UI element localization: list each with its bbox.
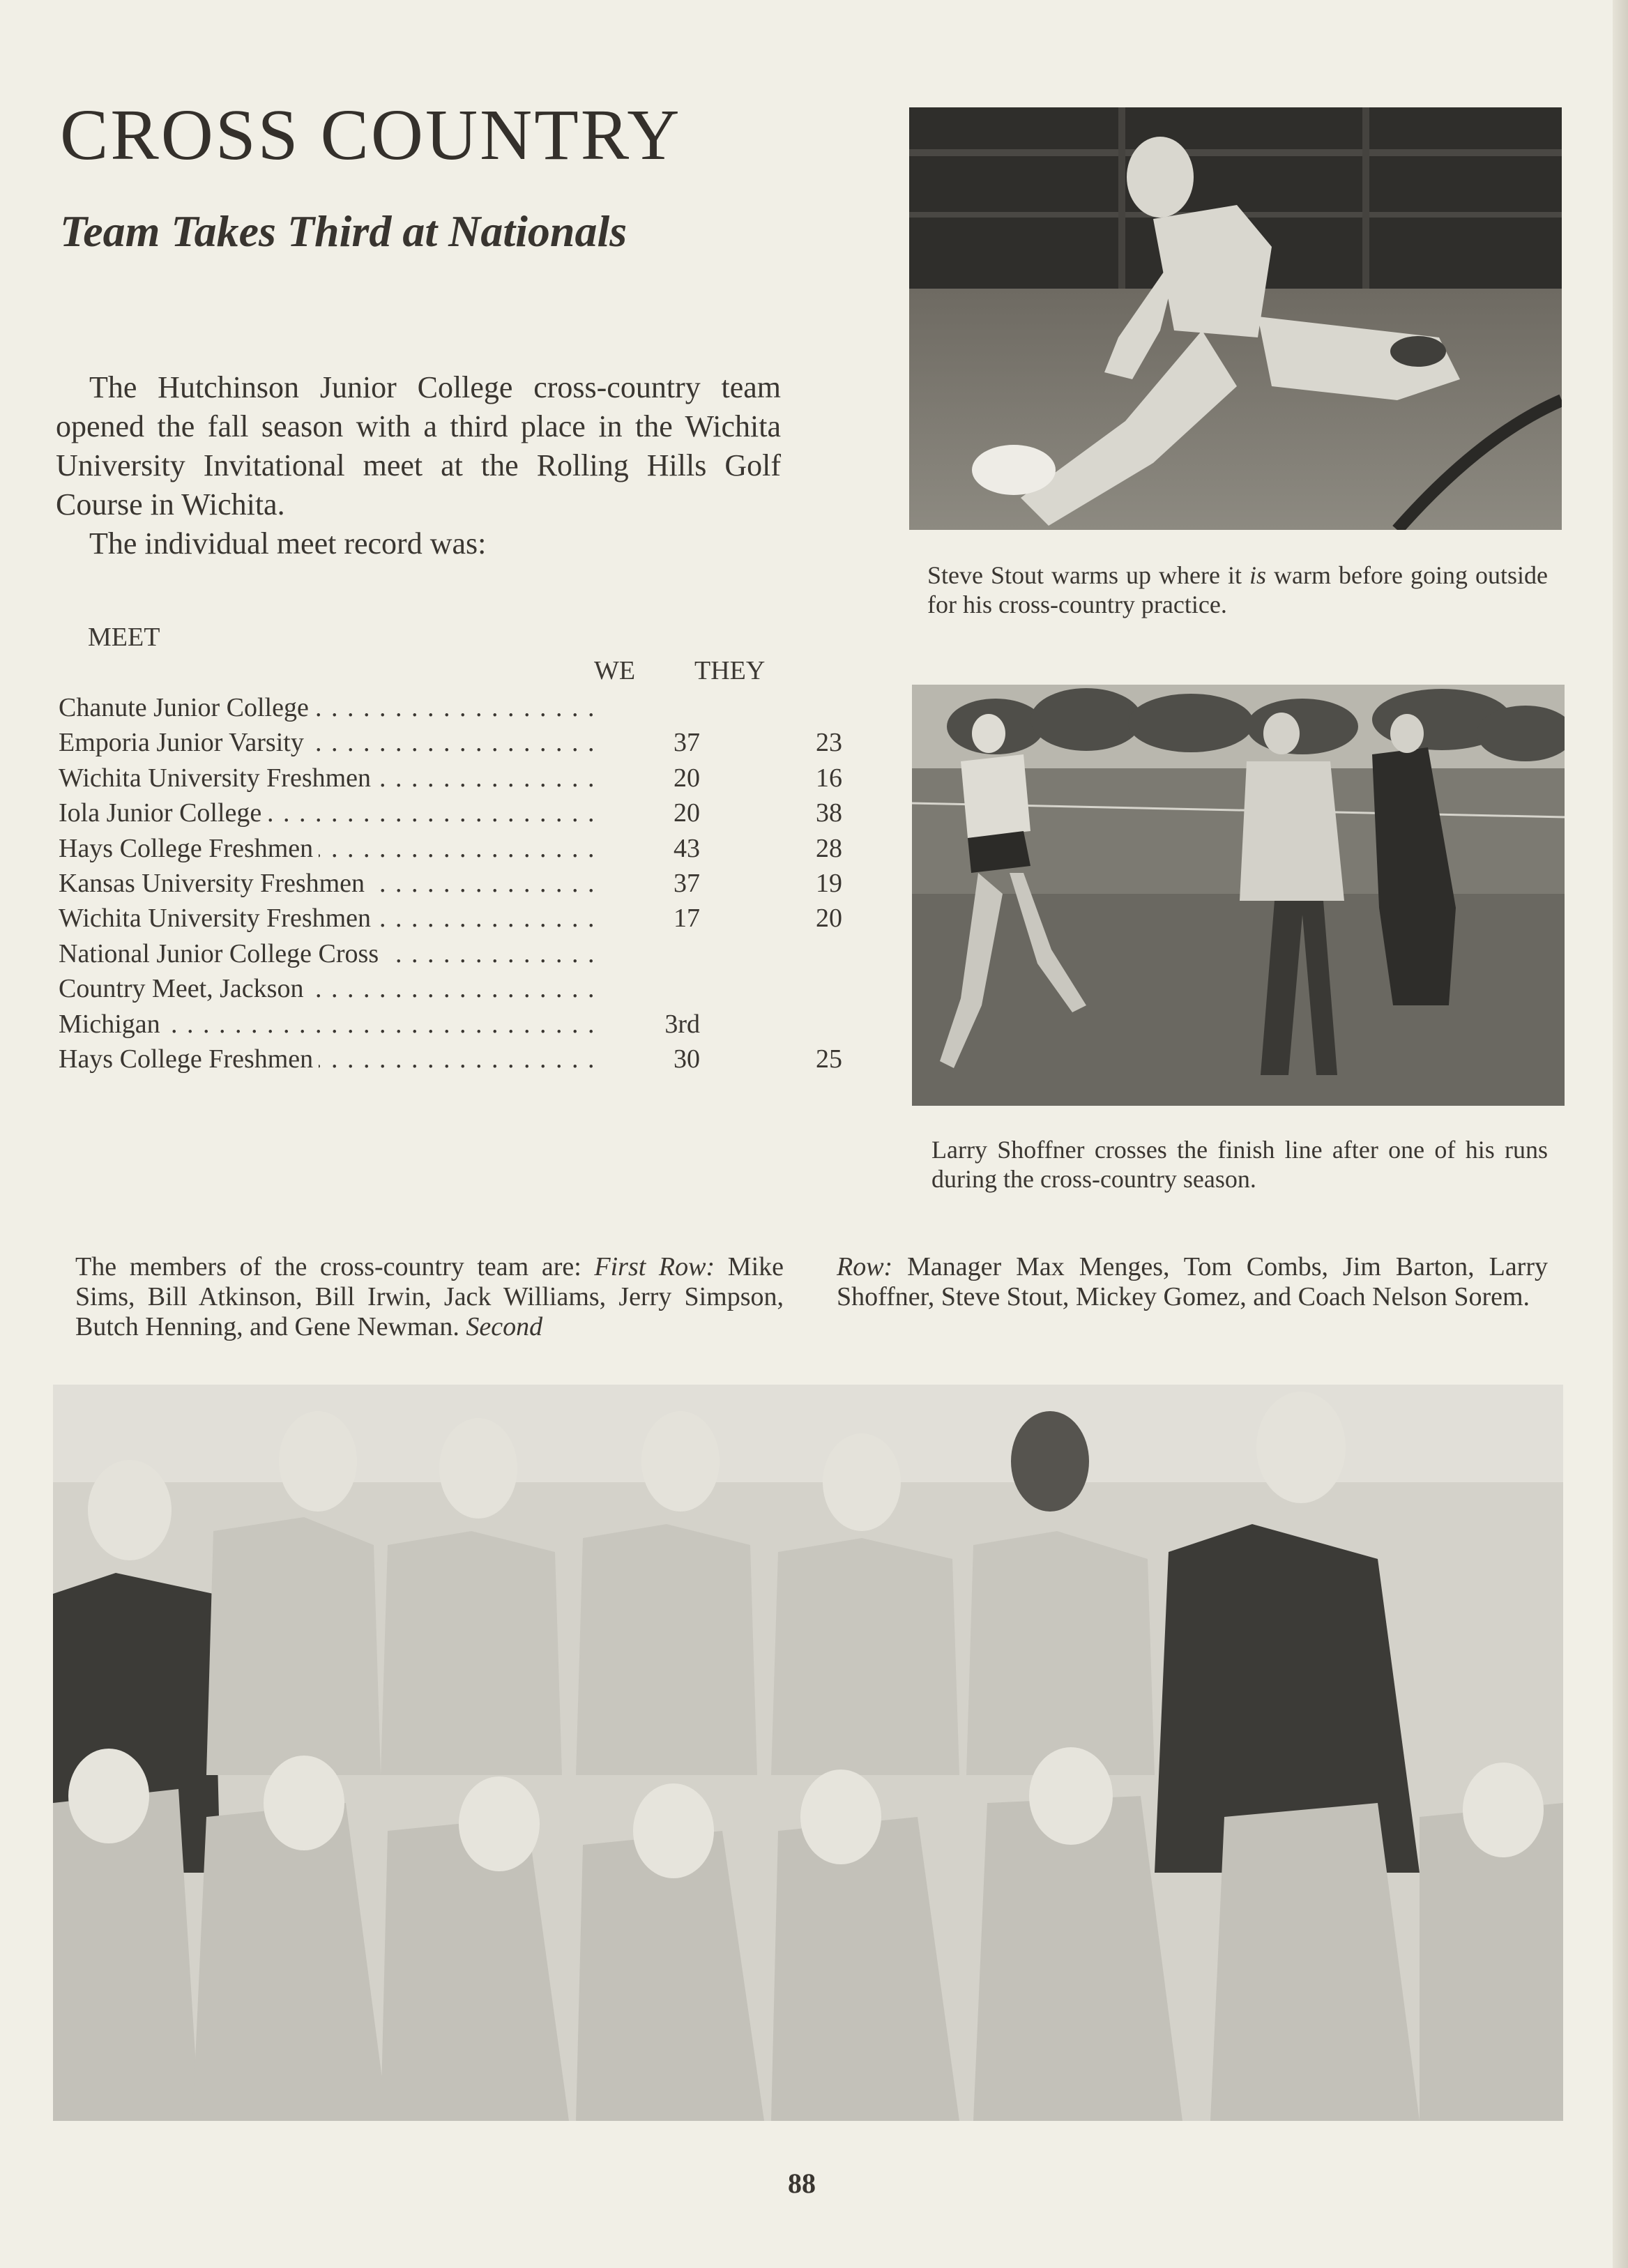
intro-paragraph-1: The Hutchinson Junior College cross-country team opened the fall season with a third place in the Wichita University Invitational meet at the Rolling Hills Golf Course in Wichita. (56, 370, 781, 522)
meet-row (59, 936, 798, 971)
warmup-caption (927, 561, 1548, 619)
roster-part: Manager Max Menges, Tom Combs, Jim Barton, Larry Shoffner, Steve Stout, Mickey Gomez, and Coach Nelson Sorem. (837, 1252, 1548, 1311)
meet-column-header: MEET (88, 623, 160, 652)
caption-emphasis: is (1249, 561, 1267, 589)
meet-name: Country Meet, Jackson (59, 974, 309, 1003)
meet-row (59, 796, 842, 830)
we-score: 43 (674, 833, 700, 863)
finish-line-photo (912, 685, 1565, 1106)
they-score: 23 (816, 728, 842, 758)
finish-line-caption: Larry Shoffner crosses the finish line after one of his runs during the cross-country season. (931, 1136, 1548, 1193)
roster-row-label: First Row: (594, 1252, 715, 1281)
meet-row (59, 866, 842, 901)
meet-name: Chanute Junior College (59, 693, 314, 722)
we-score: 37 (674, 868, 700, 898)
team-roster-left (75, 1252, 784, 1342)
caption-part: warm before going outside for his cross-country practice. (927, 561, 1548, 618)
we-score: 20 (674, 763, 700, 793)
we-score: 17 (674, 904, 700, 934)
they-score: 16 (816, 763, 842, 793)
meet-name: Iola Junior College (59, 798, 267, 828)
we-column-header: WE (594, 656, 636, 685)
page-edge (1613, 0, 1628, 2268)
meet-row (59, 761, 842, 796)
they-score: 28 (816, 833, 842, 863)
they-score: 20 (816, 904, 842, 934)
roster-row-label: Second (466, 1312, 543, 1341)
meet-row (59, 971, 798, 1006)
roster-part: Mike Sims, Bill Atkinson, Bill Irwin, Jack Williams, Jerry Simpson, Butch Henning, and Gene Newman. (75, 1252, 784, 1341)
caption-part: Steve Stout warms up where it (927, 561, 1250, 589)
meet-row (59, 1042, 842, 1076)
meet-name: Hays College Freshmen (59, 834, 319, 863)
roster-part: The members of the cross-country team are: (75, 1252, 595, 1281)
meet-row (59, 831, 842, 866)
page-title: CROSS COUNTRY (60, 95, 682, 175)
meet-name: Kansas University Freshmen (59, 869, 370, 898)
we-score: 37 (674, 728, 700, 758)
they-score: 19 (816, 868, 842, 898)
meet-row (59, 725, 842, 760)
meet-row (59, 690, 798, 725)
meet-name: Hays College Freshmen (59, 1044, 319, 1074)
we-score: 20 (674, 798, 700, 828)
page-subtitle: Team Takes Third at Nationals (60, 206, 627, 256)
intro-paragraph-2: The individual meet record was: (89, 526, 487, 561)
we-score: 3rd (664, 1009, 700, 1039)
we-score: 30 (674, 1044, 700, 1074)
warmup-photo (909, 107, 1562, 530)
meet-name: Emporia Junior Varsity (59, 728, 310, 757)
meet-record-table (59, 690, 842, 1076)
meet-name: National Junior College Cross (59, 939, 384, 968)
meet-name: Michigan (59, 1010, 166, 1039)
meet-row (59, 901, 842, 936)
team-roster-right (837, 1252, 1548, 1312)
roster-row-label: Row: (837, 1252, 893, 1281)
they-score: 38 (816, 798, 842, 828)
they-score: 25 (816, 1044, 842, 1074)
intro-text (56, 368, 781, 563)
meet-name: Wichita University Freshmen (59, 904, 376, 933)
they-column-header: THEY (694, 656, 766, 685)
meet-row (59, 1007, 798, 1042)
page-number: 88 (788, 2168, 816, 2199)
meet-name: Wichita University Freshmen (59, 763, 376, 793)
team-photo (53, 1385, 1563, 2121)
